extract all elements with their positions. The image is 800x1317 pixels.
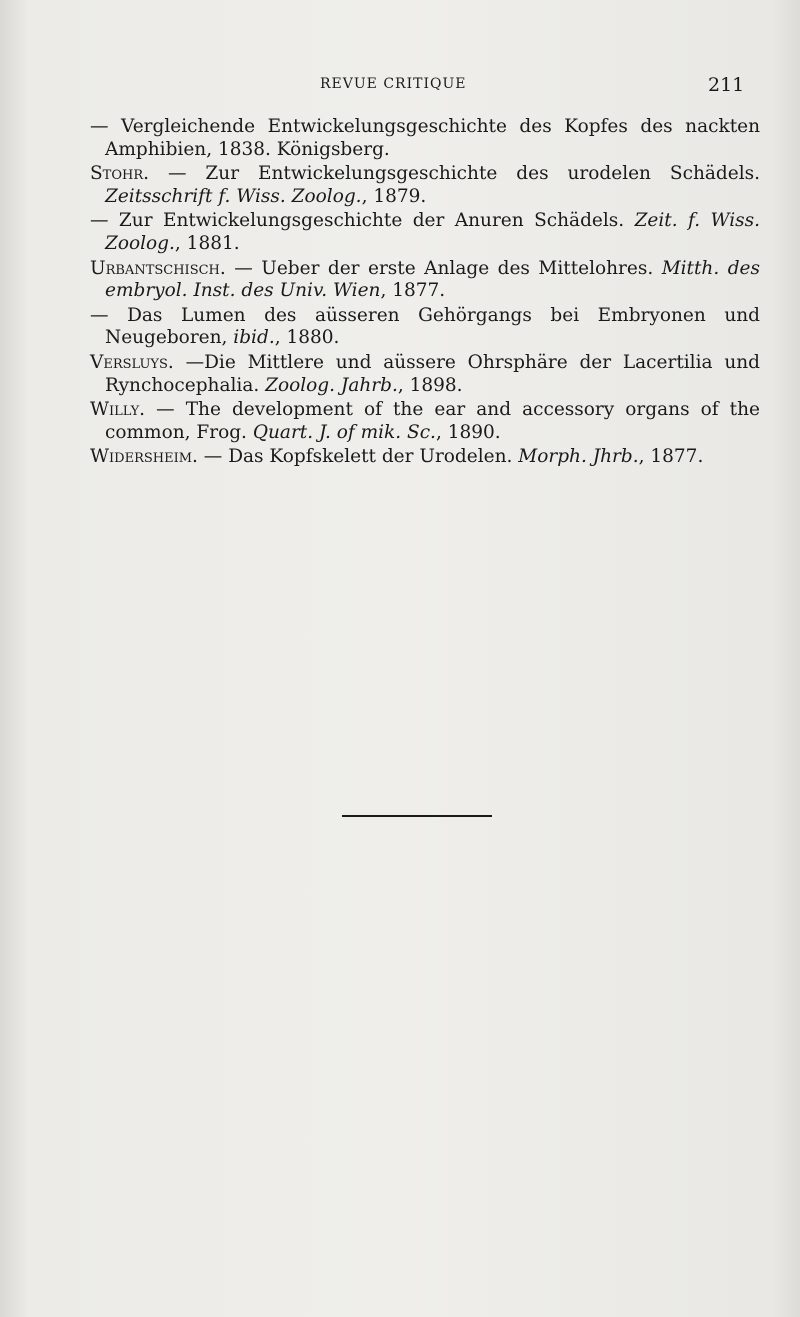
reference-text: The development of the ear and accessory organs of the common, Frog. bbox=[105, 399, 760, 443]
reference-author: Versluys bbox=[90, 351, 168, 373]
end-rule bbox=[342, 815, 492, 817]
reference-dash: — bbox=[90, 304, 128, 326]
reference-entry bbox=[90, 163, 760, 208]
reference-text: Zur Entwickelungsgeschichte des urodelen Schädels. bbox=[205, 163, 760, 185]
reference-dash: — bbox=[90, 210, 119, 232]
reference-entry bbox=[90, 305, 760, 350]
reference-text: Das Kopfskelett der Urodelen. bbox=[228, 446, 519, 468]
page-number: 211 bbox=[708, 74, 745, 96]
reference-text: , 1879. bbox=[361, 185, 427, 207]
reference-list bbox=[90, 116, 760, 471]
reference-dash: . — bbox=[219, 257, 262, 279]
reference-text: , 1880. bbox=[274, 327, 340, 349]
reference-entry bbox=[90, 352, 760, 397]
reference-text: , 1881. bbox=[174, 232, 240, 254]
running-title: REVUE CRITIQUE bbox=[320, 76, 467, 92]
reference-text: Das Lumen des aüsseren Gehörgangs bei Embryonen und Neugeboren, bbox=[105, 304, 760, 349]
reference-dash: . — bbox=[143, 163, 206, 185]
reference-author: Stohr bbox=[90, 163, 144, 185]
reference-text: , 1877. bbox=[638, 446, 704, 468]
reference-journal: Quart. J. of mik. Sc. bbox=[252, 421, 436, 443]
reference-journal: Zeitsschrift f. Wiss. Zoolog. bbox=[105, 185, 362, 207]
reference-dash: . — bbox=[192, 446, 229, 468]
reference-text: Ueber der erste Anlage des Mittelohres. bbox=[261, 257, 662, 279]
reference-entry bbox=[90, 446, 760, 469]
reference-dash: — bbox=[90, 116, 122, 137]
reference-author: Widersheim bbox=[90, 446, 193, 468]
reference-journal: Zeit. f. Wiss. Zoolog. bbox=[105, 210, 760, 254]
reference-text: , 1898. bbox=[397, 374, 463, 396]
reference-text: Die Mittlere und aüssere Ohrsphäre der Lacertilia und Rynchocephalia. bbox=[105, 351, 761, 396]
reference-text: Vergleichende Entwickelungsgeschichte des Kopfes des nackten Amphibien, 1838. Königsberg. bbox=[105, 116, 760, 160]
reference-text: , 1877. bbox=[380, 280, 446, 302]
reference-entry bbox=[90, 116, 760, 161]
reference-journal: Zoolog. Jahrb. bbox=[265, 374, 398, 396]
reference-entry bbox=[90, 210, 760, 255]
reference-journal: Morph. Jhrb. bbox=[518, 446, 639, 468]
reference-entry bbox=[90, 258, 760, 303]
reference-journal: ibid. bbox=[233, 327, 275, 349]
reference-author: Urbantschisch bbox=[90, 257, 220, 279]
running-header bbox=[0, 74, 800, 98]
reference-author: Willy bbox=[90, 399, 140, 421]
reference-text: Zur Entwickelungsgeschichte der Anuren Schädels. bbox=[118, 210, 635, 232]
reference-journal: Mitth. des embryol. Inst. des Univ. Wien bbox=[105, 257, 760, 302]
reference-dash: . — bbox=[139, 399, 186, 421]
reference-text: , 1890. bbox=[435, 421, 501, 443]
reference-entry bbox=[90, 399, 760, 444]
reference-dash: . — bbox=[167, 351, 205, 373]
